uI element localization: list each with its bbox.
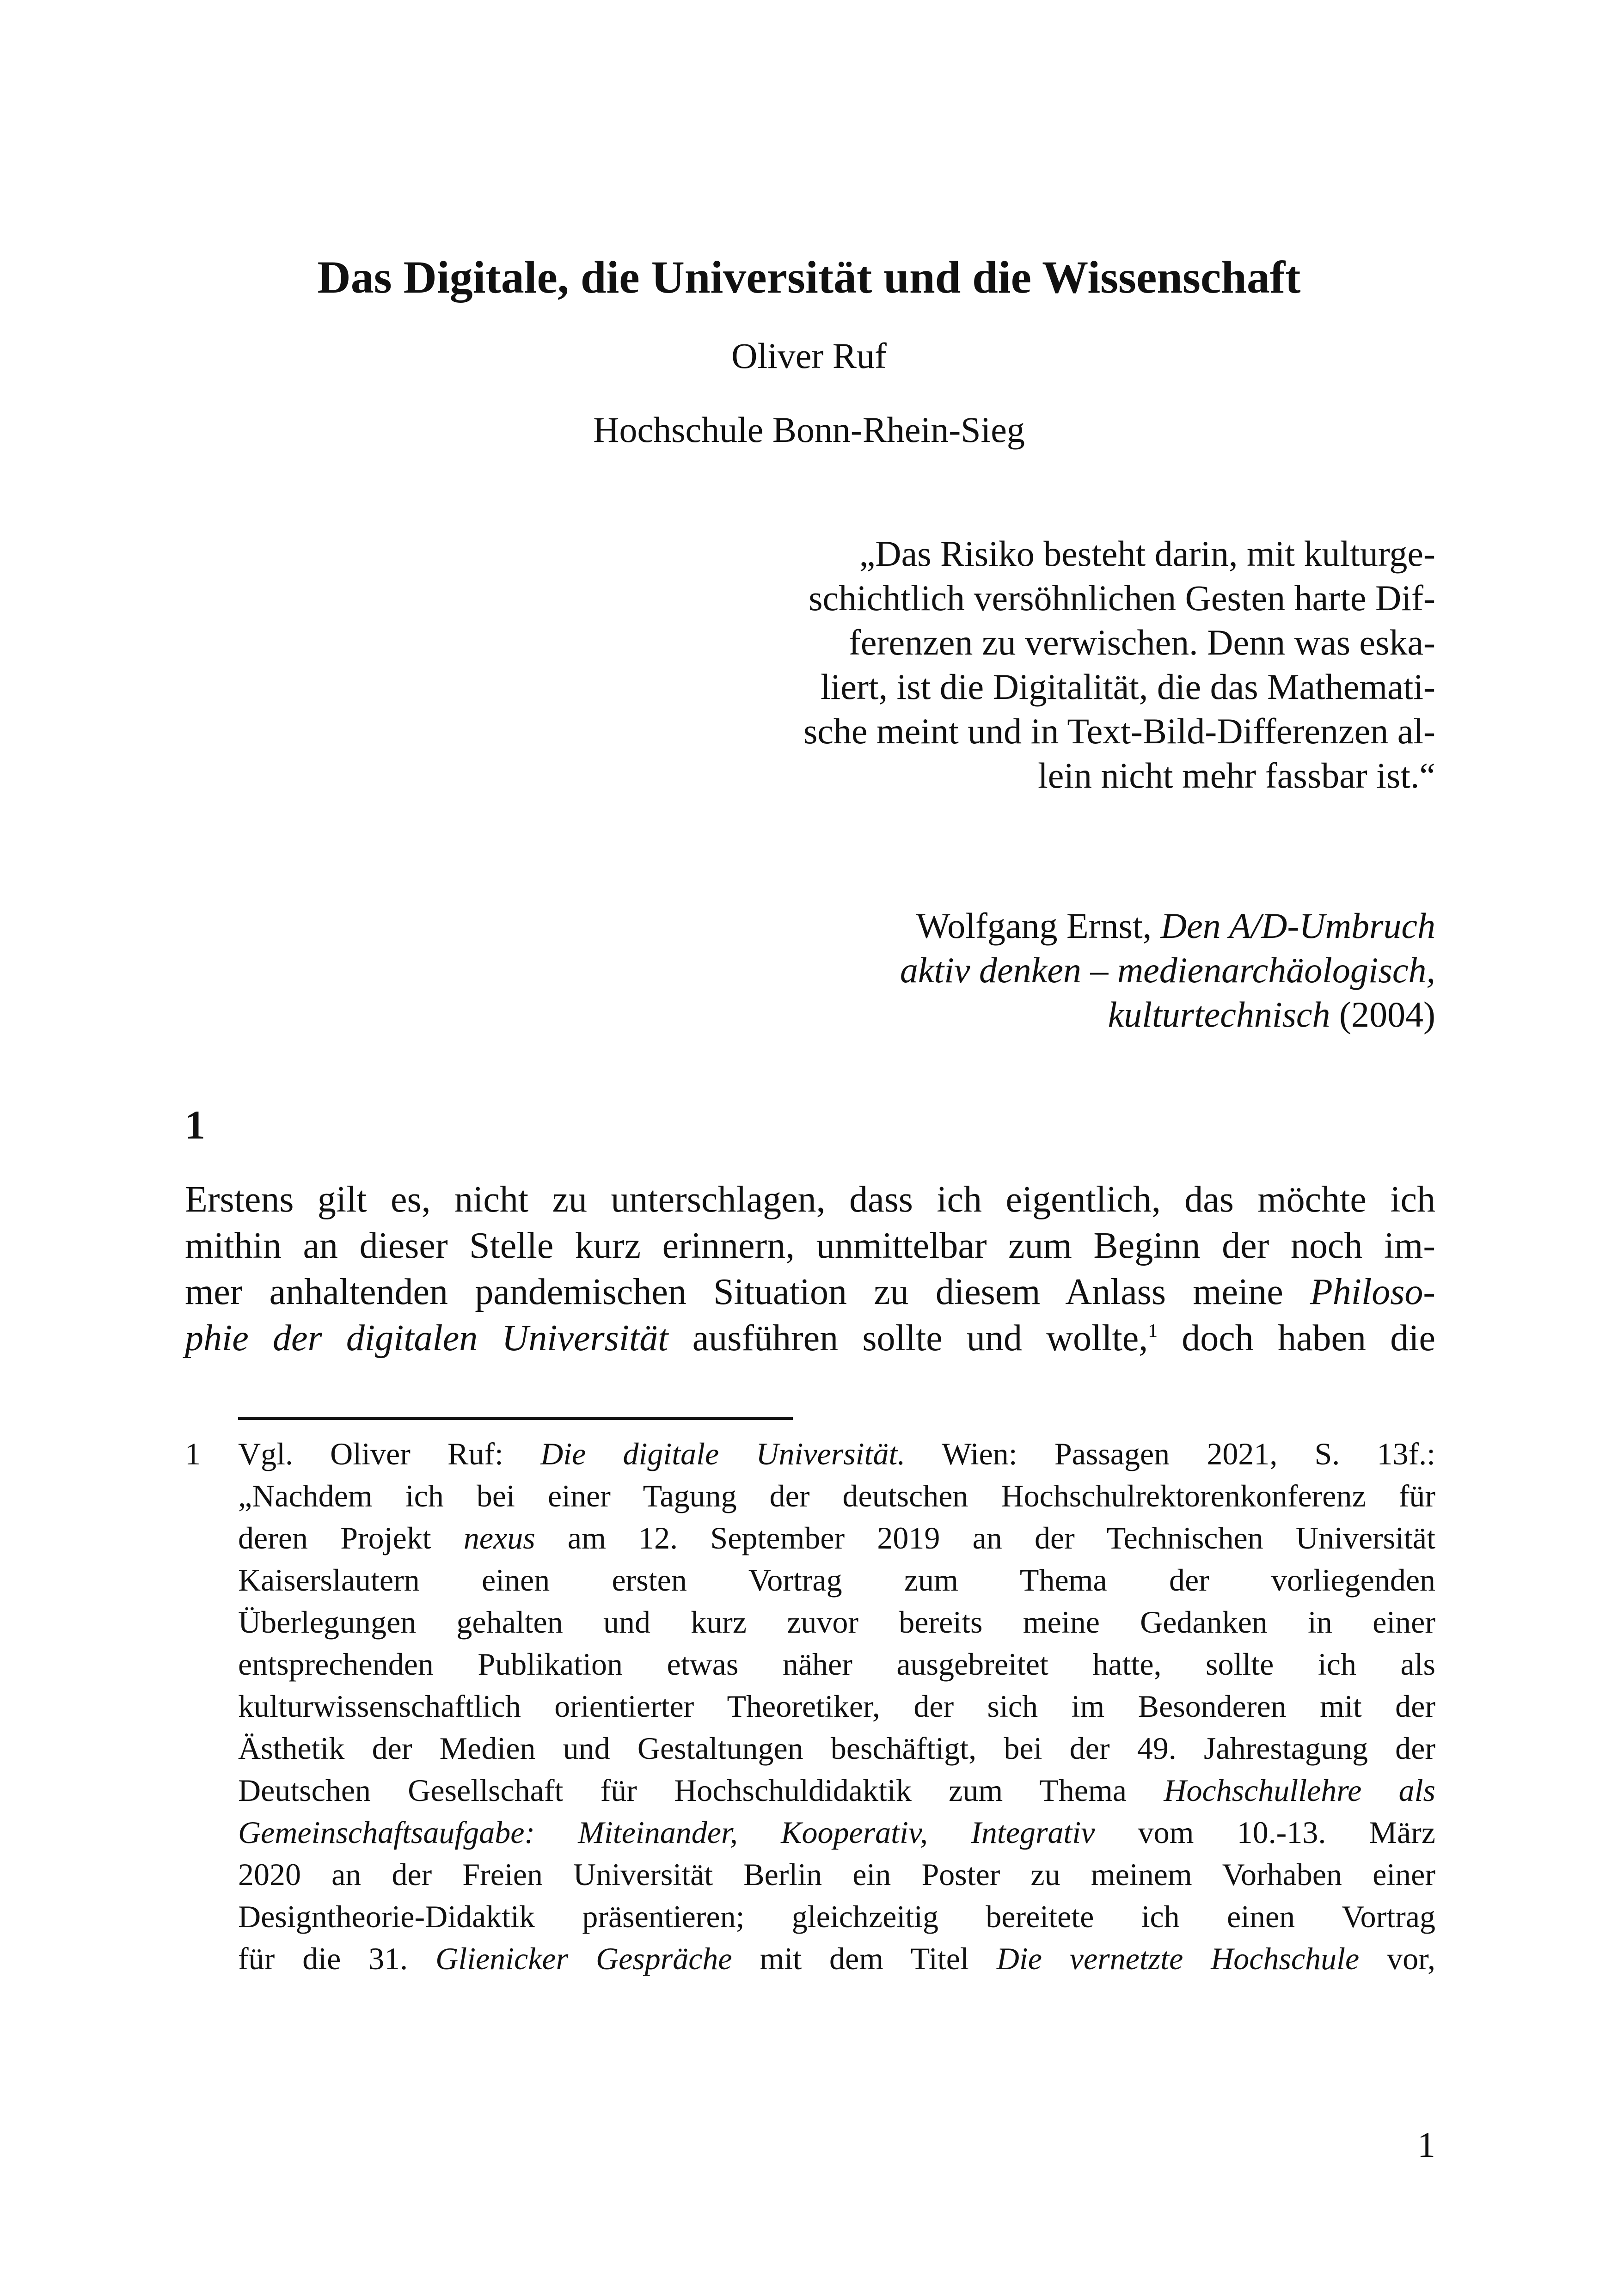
- footnote-text: [238, 1433, 1435, 1980]
- footnote-number: 1: [185, 1436, 201, 1471]
- attribution-author: Wolfgang Ernst,: [916, 906, 1161, 946]
- attribution-work-title: aktiv denken – medienarchäologisch,: [900, 950, 1435, 990]
- footnote-line: Designtheorie-Didaktik präsentieren; gleichzeitig bereitete ich einen Vortrag: [238, 1899, 1435, 1934]
- attribution-work-title: kulturtechnisch: [1108, 994, 1330, 1035]
- footnote-line: Kaiserslautern einen ersten Vortrag zum Thema der vorliegenden: [238, 1562, 1435, 1598]
- footnote-text-run: für die 31.: [238, 1941, 436, 1976]
- footnote-line: kulturwissenschaftlich orientierter Theoretiker, der sich im Besonderen mit der: [238, 1689, 1435, 1724]
- footnote-italic-run: Gemeinschaftsaufgabe: Miteinander, Kooperativ, Integrativ: [238, 1815, 1095, 1850]
- body-italic-run: phie der digitalen Universität: [185, 1318, 668, 1359]
- epigraph-line: lein nicht mehr fassbar ist.“: [1038, 755, 1435, 796]
- footnote-italic-run: Glienicker Gespräche: [435, 1941, 732, 1976]
- footnote-line: Überlegungen gehalten und kurz zuvor bereits meine Gedanken in einer: [238, 1604, 1435, 1640]
- footnote-text-run: vor,: [1359, 1941, 1435, 1976]
- footnote-line: [238, 1769, 1435, 1812]
- epigraph-line: liert, ist die Digitalität, die das Mathemati-: [821, 667, 1435, 707]
- footnote-line: [238, 1517, 1435, 1559]
- attribution-line: [742, 948, 1435, 992]
- footnote-italic-run: Die vernetzte Hochschule: [996, 1941, 1360, 1976]
- body-line: mithin an dieser Stelle kurz erinnern, unmittelbar zum Beginn der noch im-: [185, 1225, 1435, 1266]
- body-paragraph: [185, 1176, 1435, 1361]
- section-heading: 1: [185, 1103, 205, 1148]
- body-line: [185, 1315, 1435, 1361]
- footnote-text-run: Deutschen Gesellschaft für Hochschuldidaktik zum Thema: [238, 1773, 1164, 1808]
- footnote-line: Ästhetik der Medien und Gestaltungen beschäftigt, bei der 49. Jahrestagung der: [238, 1731, 1435, 1766]
- footnote-line: „Nachdem ich bei einer Tagung der deutschen Hochschulrektorenkonferenz für: [238, 1478, 1435, 1513]
- footnote-separator: [238, 1417, 793, 1420]
- footnote-line: entsprechenden Publikation etwas näher ausgebreitet hatte, sollte ich als: [238, 1647, 1435, 1682]
- author-affiliation: Hochschule Bonn-Rhein-Sieg: [593, 410, 1025, 450]
- footnote-reference[interactable]: 1: [1148, 1319, 1158, 1341]
- footnote-text-run: vom 10.-13. März: [1095, 1815, 1435, 1850]
- footnote-italic-run: Die digitale Universität.: [540, 1436, 906, 1471]
- epigraph-line: sche meint und in Text-Bild-Differenzen al-: [803, 711, 1435, 751]
- footnote-italic-run: nexus: [463, 1520, 535, 1555]
- footnote-italic-run: Hochschullehre als: [1164, 1773, 1435, 1808]
- footnote-line: 2020 an der Freien Universität Berlin ein Poster zu meinem Vorhaben einer: [238, 1857, 1435, 1892]
- footnote-text-run: deren Projekt: [238, 1520, 464, 1555]
- page-number: 1: [1417, 2125, 1435, 2165]
- body-line: Erstens gilt es, nicht zu unterschlagen, dass ich eigentlich, das möchte ich: [185, 1179, 1435, 1220]
- footnote-text-run: am 12. September 2019 an der Technischen Universität: [535, 1520, 1436, 1555]
- attribution-line: [742, 904, 1435, 948]
- paper-title: Das Digitale, die Universität und die Wissenschaft: [317, 251, 1301, 303]
- attribution-year: (2004): [1330, 994, 1435, 1035]
- footnote-line: [238, 1812, 1435, 1854]
- footnote-line: [238, 1938, 1435, 1980]
- footnote-text-run: mit dem Titel: [732, 1941, 997, 1976]
- epigraph-line: schichtlich versöhnlichen Gesten harte Dif-: [809, 578, 1435, 618]
- attribution-line: [742, 992, 1435, 1037]
- epigraph-line: ferenzen zu verwischen. Denn was eska-: [848, 622, 1435, 662]
- epigraph-line: „Das Risiko besteht darin, mit kulturge-: [859, 533, 1435, 574]
- epigraph-quote: [742, 532, 1435, 798]
- body-text-run: mer anhaltenden pandemischen Situation zu diesem Anlass meine: [185, 1272, 1310, 1312]
- footnote-text-run: Wien: Passagen 2021, S. 13f.:: [905, 1436, 1435, 1471]
- body-text-run: ausführen sollte und wollte,: [668, 1318, 1148, 1359]
- epigraph-attribution: [742, 904, 1435, 1037]
- footnote-text-run: Vgl. Oliver Ruf:: [238, 1436, 541, 1471]
- attribution-work-title: Den A/D-Umbruch: [1160, 906, 1435, 946]
- body-line: [185, 1269, 1435, 1315]
- author-name: Oliver Ruf: [731, 336, 887, 376]
- body-text-run: doch haben die: [1158, 1318, 1435, 1359]
- body-italic-run: Philoso-: [1310, 1272, 1435, 1312]
- footnote-line: [238, 1433, 1435, 1475]
